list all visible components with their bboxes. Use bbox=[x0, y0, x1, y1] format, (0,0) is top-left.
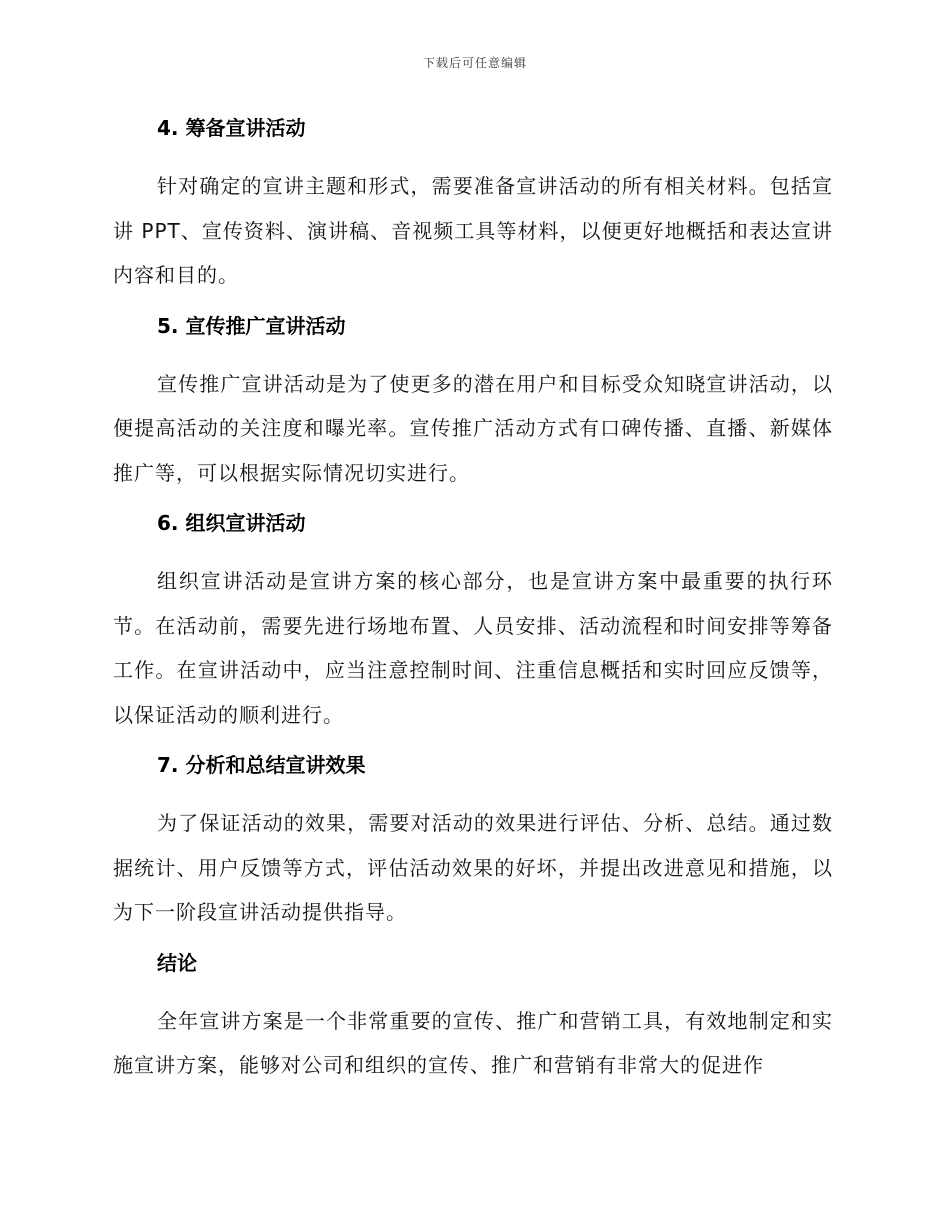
section-paragraph: 宣传推广宣讲活动是为了使更多的潜在用户和目标受众知晓宣讲活动，以便提高活动的关注度和曝光率。宣传推广活动方式有口碑传播、直播、新媒体推广等，可以根据实际情况切实进行。 bbox=[113, 371, 833, 485]
section-heading: 4. 筹备宣讲活动 bbox=[157, 116, 306, 140]
section-paragraph: 针对确定的宣讲主题和形式，需要准备宣讲活动的所有相关材料。包括宣讲 PPT、宣传资料、演讲稿、音视频工具等材料，以便更好地概括和表达宣讲内容和目的。 bbox=[113, 174, 833, 287]
section-heading: 5. 宣传推广宣讲活动 bbox=[157, 313, 346, 338]
conclusion-heading: 结论 bbox=[157, 950, 197, 975]
section-paragraph: 为了保证活动的效果，需要对活动的效果进行评估、分析、总结。通过数据统计、用户反馈等方式，评估活动效果的好坏，并提出改进意见和措施，以为下一阶段宣讲活动提供指导。 bbox=[113, 811, 833, 924]
header-note: 下载后可任意编辑 bbox=[422, 56, 527, 70]
section-heading: 7. 分析和总结宣讲效果 bbox=[157, 753, 366, 777]
section-paragraph: 组织宣讲活动是宣讲方案的核心部分，也是宣讲方案中最重要的执行环节。在活动前，需要先进行场地布置、人员安排、活动流程和时间安排等筹备工作。在宣讲活动中，应当注意控制时间、注重信息概括和实时回应反馈等，以保证活动的顺利进行。 bbox=[113, 569, 833, 727]
document-body bbox=[113, 112, 833, 1100]
conclusion-paragraph: 全年宣讲方案是一个非常重要的宣传、推广和营销工具，有效地制定和实施宣讲方案，能够对公司和组织的宣传、推广和营销有非常大的促进作 bbox=[113, 1008, 833, 1077]
section-heading: 6. 组织宣讲活动 bbox=[157, 511, 306, 535]
